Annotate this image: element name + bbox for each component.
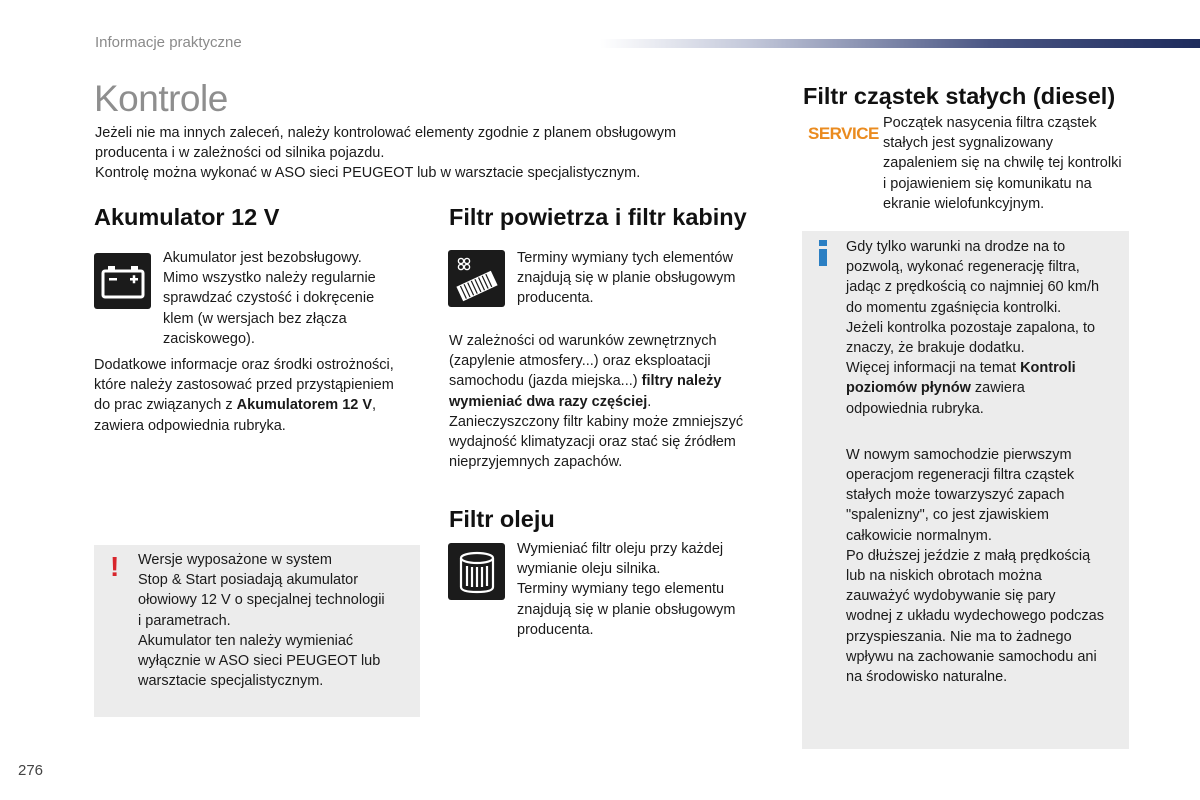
page-number: 276 (18, 762, 44, 779)
air-filter-bold: wymieniać dwa razy częściej (449, 393, 648, 410)
info-more-post: zawiera (970, 380, 1025, 397)
warning-line: wyłącznie w ASO sieci PEUGEOT lub (138, 653, 381, 670)
info-line: lub na niskich obrotach można (846, 568, 1042, 585)
battery-line: Akumulator jest bezobsługowy. (163, 250, 362, 266)
air-filter-extra-line: (zapylenie atmosfery...) oraz eksploatacji (449, 353, 711, 370)
info-text (846, 237, 1126, 687)
air-filter-extra-line: nieprzyjemnych zapachów. (449, 454, 623, 471)
battery-extra-line: Dodatkowe informacje oraz środki ostrożności, (94, 357, 394, 373)
info-line: Jeżeli kontrolka pozostaje zapalona, to (846, 319, 1096, 336)
air-filter-line: producenta. (517, 290, 594, 307)
warning-line: ołowiowy 12 V o specjalnej technologii (138, 592, 385, 609)
air-filter-line: znajdują się w planie obsługowym (517, 270, 736, 287)
info-icon (818, 240, 828, 266)
air-filter-extra-line (449, 392, 779, 412)
battery-extra-text (94, 355, 434, 436)
air-filter-extra-line (449, 371, 779, 391)
battery-extra-post: , (372, 397, 377, 414)
battery-extra-line (94, 395, 434, 415)
air-filter-bold: filtry należy (641, 373, 722, 390)
info-line: Gdy tylko warunki na drodze na to (846, 239, 1066, 255)
page-title: Kontrole (94, 78, 228, 119)
info-more-pre: Więcej informacji na temat (846, 360, 1021, 377)
info-line: znaczy, że brakuje dodatku. (846, 340, 1025, 357)
battery-line: zaciskowego). (163, 330, 255, 347)
air-filter-line: Terminy wymiany tych elementów (517, 250, 733, 266)
oil-filter-line: Terminy wymiany tego elementu (517, 581, 725, 598)
oil-filter-text (517, 539, 777, 640)
intro-line: Jeżeli nie ma innych zaleceń, należy kontrolować elementy zgodnie z planem obsługowym (95, 125, 677, 141)
battery-heading: Akumulator 12 V (94, 204, 280, 230)
battery-extra-line: które należy zastosować przed przystąpieniem (94, 377, 394, 394)
oil-filter-line: wymianie oleju silnika. (517, 561, 661, 578)
battery-extra-line: zawiera odpowiednia rubryka. (94, 417, 286, 434)
info-link-text: poziomów płynów (846, 380, 971, 397)
air-filter-icon (448, 250, 505, 307)
particle-filter-text (883, 113, 1143, 214)
service-warning-icon: SERVICE (808, 124, 879, 143)
oil-filter-heading: Filtr oleju (449, 506, 555, 532)
air-filter-extra-line: Zanieczyszczony filtr kabiny może zmniejszyć (449, 413, 744, 430)
air-filter-heading: Filtr powietrza i filtr kabiny (449, 204, 747, 230)
info-line: na środowisko naturalne. (846, 669, 1008, 686)
info-line: zauważyć wydobywanie się pary (846, 588, 1056, 605)
warning-line: i parametrach. (138, 612, 231, 629)
particle-filter-line: stałych jest sygnalizowany (883, 135, 1054, 152)
info-line (846, 378, 1126, 398)
battery-line: sprawdzać czystość i dokręcenie (163, 290, 375, 307)
intro-text (95, 123, 745, 184)
warning-exclamation-icon: ! (110, 551, 120, 582)
info-line (846, 358, 1126, 378)
info-line: stałych może towarzyszyć zapach (846, 487, 1065, 504)
air-filter-extra-line: W zależności od warunków zewnętrznych (449, 333, 717, 349)
oil-filter-line: Wymieniać filtr oleju przy każdej (517, 541, 724, 557)
air-filter-extra-line: wydajność klimatyzacji oraz stać się źródłem (449, 434, 736, 451)
oil-filter-icon (448, 543, 505, 600)
warning-line: Stop & Start posiadają akumulator (138, 572, 359, 589)
intro-line: producenta i w zależności od silnika pojazdu. (95, 145, 385, 162)
air-filter-extra-pre: samochodu (jazda miejska...) (449, 373, 642, 390)
battery-extra-pre: do prac związanych z (94, 397, 237, 414)
particle-filter-line: zapaleniem się na chwilę tej kontrolki (883, 155, 1122, 172)
particle-filter-line: Początek nasycenia filtra cząstek (883, 115, 1097, 131)
info-line: całkowicie normalnym. (846, 527, 992, 544)
info-link-text: Kontroli (1020, 360, 1076, 377)
air-filter-extra-text (449, 331, 779, 472)
info-line: pozwolą, wykonać regenerację filtra, (846, 259, 1080, 276)
info-line: W nowym samochodzie pierwszym (846, 446, 1072, 463)
particle-filter-line: i pojawieniem się komunikatu na (883, 175, 1092, 192)
battery-warning-box (94, 545, 420, 717)
info-line: operacjom regeneracji filtra cząstek (846, 467, 1075, 484)
battery-line: Mimo wszystko należy regularnie (163, 270, 376, 287)
info-line: jadąc z prędkością co najmniej 60 km/h (846, 279, 1100, 296)
warning-line: Wersje wyposażone w system (138, 552, 332, 568)
battery-link-text: Akumulatorem 12 V (236, 397, 373, 414)
battery-line: klem (w wersjach bez złącza (163, 310, 347, 327)
particle-filter-line: ekranie wielofunkcyjnym. (883, 195, 1045, 212)
warning-text (138, 550, 418, 691)
info-line: "spalenizny", co jest zjawiskiem (846, 507, 1049, 524)
intro-line: Kontrolę można wykonać w ASO sieci PEUGEOT lub w warsztacie specjalistycznym. (95, 165, 641, 182)
info-line: Po dłuższej jeździe z małą prędkością (846, 547, 1091, 564)
warning-line: Akumulator ten należy wymieniać (138, 632, 354, 649)
info-line: przyspieszania. Nie ma to żadnego (846, 628, 1072, 645)
info-line: wodnej z układu wydechowego podczas (846, 608, 1104, 625)
section-label: Informacje praktyczne (95, 34, 242, 51)
battery-icon (94, 253, 151, 309)
particle-filter-info-box (802, 231, 1129, 749)
particle-filter-heading: Filtr cząstek stałych (diesel) (803, 83, 1116, 109)
info-line: do momentu zgaśnięcia kontrolki. (846, 299, 1062, 316)
oil-filter-line: znajdują się w planie obsługowym (517, 601, 736, 618)
air-filter-extra-post: . (647, 393, 652, 410)
oil-filter-line: producenta. (517, 621, 594, 638)
info-line: odpowiednia rubryka. (846, 400, 984, 417)
battery-text (163, 248, 423, 349)
air-filter-text (517, 248, 777, 309)
header-gradient-bar (600, 39, 1200, 48)
warning-line: warsztacie specjalistycznym. (138, 673, 324, 690)
info-line: wpływu na zachowanie samochodu ani (846, 648, 1097, 665)
